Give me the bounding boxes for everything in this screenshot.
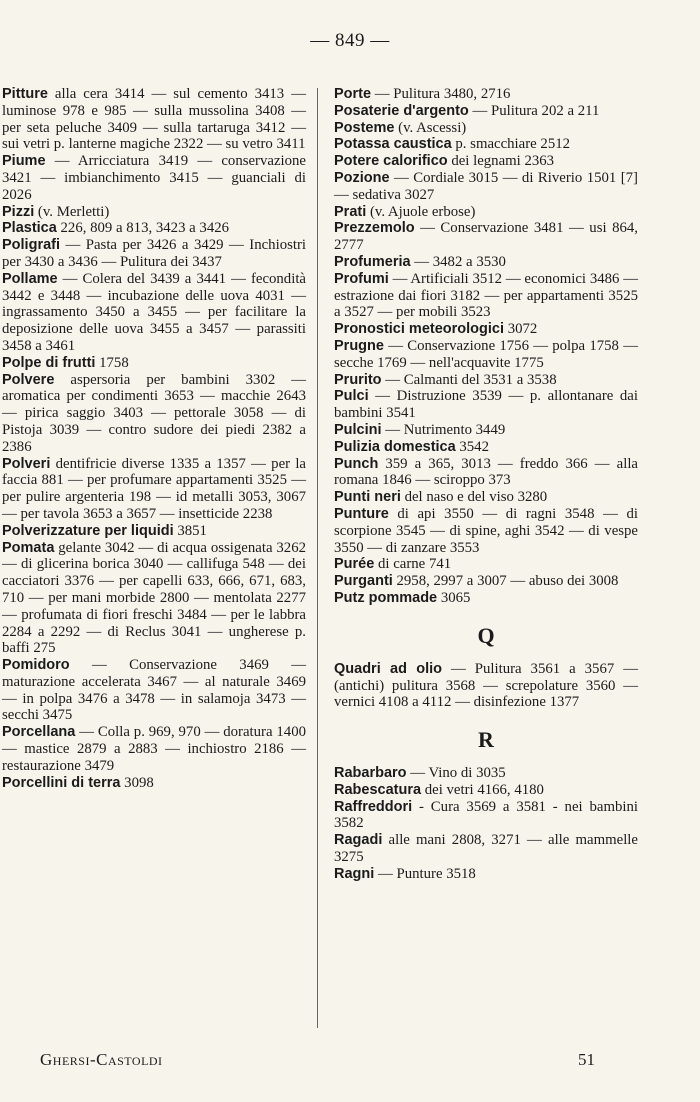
entry-references: alla cera 3414 — sul cemento 3413 — luminose 978 e 985 — sulla mussolina 3408 — per seta peluche 3409 — sulla tartaruga 3412 — sui vetri p. lanterne magiche 2322 — su vetro 3411 xyxy=(2,86,306,153)
index-entry xyxy=(334,799,638,833)
entry-headword: Pomata xyxy=(2,539,55,556)
page-header: — 849 — xyxy=(310,30,390,51)
index-entry xyxy=(2,153,306,203)
section-p-continued xyxy=(334,86,638,607)
entry-headword: Purganti xyxy=(334,573,393,590)
index-entry xyxy=(334,388,638,422)
index-entry xyxy=(334,120,638,137)
index-entry xyxy=(334,590,638,607)
entry-references: 2958, 2997 a 3007 — abuso dei 3008 xyxy=(392,573,619,590)
entry-references: dei vetri 4166, 4180 xyxy=(421,781,544,798)
index-entry xyxy=(2,237,306,271)
index-entry xyxy=(334,136,638,153)
entry-references: — Conservazione 3481 — usi 864, 2777 xyxy=(334,220,638,254)
section-q xyxy=(334,661,638,711)
index-entry xyxy=(2,220,306,237)
index-entry xyxy=(334,866,638,883)
entry-references: — Arricciatura 3419 — conservazione 3421 — imbianchimento 3415 — guanciali di 2026 xyxy=(2,153,306,203)
index-entry xyxy=(334,153,638,170)
entry-references: — Calmanti del 3531 a 3538 xyxy=(381,371,557,388)
index-entry xyxy=(334,456,638,490)
index-entry xyxy=(2,724,306,774)
entry-headword: Poligrafi xyxy=(2,237,61,254)
entry-references: (v. Ajuole erbose) xyxy=(366,203,476,220)
footer-author: Ghersi-Castoldi xyxy=(40,1050,163,1069)
entry-headword: Pulcini xyxy=(334,421,382,438)
entry-headword: Raffreddori xyxy=(334,798,413,815)
index-entry xyxy=(2,204,306,221)
index-entry xyxy=(334,321,638,338)
entry-references: 1758 xyxy=(95,354,129,371)
index-entry xyxy=(2,86,306,153)
index-entry xyxy=(334,506,638,556)
index-entry xyxy=(2,657,306,724)
entry-headword: Pollame xyxy=(2,270,58,287)
letter-heading-q: Q xyxy=(477,622,495,648)
entry-headword: Pulizia domestica xyxy=(334,438,456,455)
entry-references: 3542 xyxy=(455,438,489,455)
entry-references: — Punture 3518 xyxy=(374,865,476,882)
entry-references: 3072 xyxy=(504,321,538,338)
entry-references: 226, 809 a 813, 3423 a 3426 xyxy=(56,220,230,237)
entry-references: del naso e del viso 3280 xyxy=(400,489,548,506)
entry-references: di api 3550 — di ragni 3548 — di scorpione 3545 — di spine, aghi 3542 — di vespe 3550 — di zanzare 3553 xyxy=(334,505,638,556)
index-entry xyxy=(2,523,306,540)
index-entry xyxy=(334,220,638,254)
entry-references: 3851 xyxy=(173,522,207,539)
entry-references: — Conservazione 3469 — maturazione accelerata 3467 — al naturale 3469 — in polpa 3476 a 3478 — in salamoja 3473 — secchi 3475 xyxy=(2,657,306,724)
entry-headword: Rabarbaro xyxy=(334,765,407,782)
entry-references: aspersoria per bambini 3302 — aromatica per condimenti 3653 — macchie 2643 — pirica saggio 3403 — pettorale 3058 — di Pistoja 3039 — contro sudore dei piedi 2382 a 2386 xyxy=(2,371,306,455)
section-r xyxy=(334,765,638,883)
entry-headword: Punti neri xyxy=(334,489,401,506)
entry-references: (v. Ascessi) xyxy=(394,119,467,136)
entry-headword: Prezzemolo xyxy=(334,220,415,237)
index-entry xyxy=(2,271,306,355)
entry-headword: Posaterie d'argento xyxy=(334,102,469,119)
index-entry xyxy=(334,338,638,372)
entry-headword: Prurito xyxy=(334,371,382,388)
entry-headword: Polverizzature per liquidi xyxy=(2,522,174,539)
index-entry xyxy=(334,254,638,271)
index-entry xyxy=(334,765,638,782)
index-entry xyxy=(2,355,306,372)
right-column xyxy=(334,86,638,883)
index-entry xyxy=(334,439,638,456)
entry-headword: Prati xyxy=(334,203,367,220)
index-entry xyxy=(334,422,638,439)
entry-references: - Cura 3569 a 3581 - nei bambini 3582 xyxy=(334,798,638,832)
entry-references: alle mani 2808, 3271 — alle mammelle 3275 xyxy=(334,832,638,866)
index-entry xyxy=(334,372,638,389)
entry-references: dentifricie diverse 1335 a 1357 — per la faccia 881 — per profumare appartamenti 3525 — per pulire argenteria 198 — id metalli 3053, 3067 — per tavola 3653 a 3657 — insetticide 2238 xyxy=(2,455,306,522)
entry-headword: Posteme xyxy=(334,119,395,136)
entry-headword: Pulci xyxy=(334,388,369,405)
entry-references: — Pulitura 3561 a 3567 — (antichi) pulitura 3568 — screpolature 3560 — vernici 4108 a 4112 — disinfezione 1377 xyxy=(334,660,638,711)
entry-headword: Polveri xyxy=(2,455,51,472)
entry-references: — Pasta per 3426 a 3429 — Inchiostri per 3430 a 3436 — Pulitura dei 3437 xyxy=(2,237,306,270)
entry-references: di carne 741 xyxy=(374,556,452,573)
entry-references: (v. Merletti) xyxy=(34,203,110,220)
entry-headword: Putz pommade xyxy=(334,589,438,606)
index-entry xyxy=(334,86,638,103)
index-entry xyxy=(334,556,638,573)
entry-references: 359 a 365, 3013 — freddo 366 — alla romana 1846 — sciroppo 373 xyxy=(334,455,638,489)
index-entry xyxy=(334,661,638,711)
entry-headword: Quadri ad olio xyxy=(334,660,443,677)
entry-references: — Pulitura 202 a 211 xyxy=(468,102,600,119)
entry-headword: Polpe di frutti xyxy=(2,354,96,371)
entry-headword: Profumi xyxy=(334,270,389,287)
left-column xyxy=(2,86,306,791)
entry-headword: Pozione xyxy=(334,169,390,186)
index-entry xyxy=(334,832,638,866)
entry-headword: Pomidoro xyxy=(2,657,70,674)
entry-headword: Profumeria xyxy=(334,253,411,270)
index-entry xyxy=(334,170,638,204)
entry-references: 3065 xyxy=(437,589,471,606)
entry-references: — Nutrimento 3449 xyxy=(381,421,506,438)
entry-headword: Ragni xyxy=(334,865,375,882)
index-entry xyxy=(334,103,638,120)
entry-headword: Rabescatura xyxy=(334,781,422,798)
index-entry xyxy=(2,372,306,456)
index-entry xyxy=(2,456,306,523)
entry-references: gelante 3042 — di acqua ossigenata 3262 — di glicerina borica 3040 — callifuga 548 — dei cacciatori 3376 — per capelli 633, 666, 671, 683, 710 — per mani morbide 2800 — mentolata 2277 — profumata di fiori freschi 3484 — per le labbra 2284 a 2292 — di Reclus 3041 — ungherese p. baffi 275 xyxy=(2,539,306,657)
entry-headword: Pronostici meteorologici xyxy=(334,321,504,338)
entry-headword: Plastica xyxy=(2,220,57,237)
entry-headword: Prugne xyxy=(334,337,384,354)
index-entry xyxy=(2,775,306,792)
index-entry xyxy=(334,573,638,590)
entry-references: dei legnami 2363 xyxy=(447,153,555,170)
entry-references: — 3482 a 3530 xyxy=(410,253,506,270)
entry-headword: Purée xyxy=(334,556,375,573)
entry-references: — Pulitura 3480, 2716 xyxy=(371,86,511,102)
entry-references: — Colla p. 969, 970 — doratura 1400 — mastice 2879 a 2883 — inchiostro 2186 — restaurazione 3479 xyxy=(2,724,306,774)
entry-headword: Polvere xyxy=(2,371,55,388)
entry-headword: Porcellana xyxy=(2,724,76,741)
column-divider xyxy=(317,88,318,1028)
entry-references: — Artificiali 3512 — economici 3486 — estrazione dai fiori 3182 — per appartamenti 3525 a 3527 — per mobili 3523 xyxy=(334,270,638,321)
letter-heading-r: R xyxy=(478,727,494,753)
entry-references: — Colera del 3439 a 3441 — fecondità 3442 e 3448 — incubazione delle uova 4031 — ingrassamento 3450 a 3455 — per facilitare la deposizione delle uova 3455 a 3457 — parassiti 3458 a 3461 xyxy=(2,270,306,354)
entry-references: — Conservazione 1756 — polpa 1758 — secche 1769 — nell'acquavite 1775 xyxy=(334,337,638,371)
entry-headword: Porte xyxy=(334,86,372,102)
entry-references: — Cordiale 3015 — di Riverio 1501 [7] — sedativa 3027 xyxy=(334,169,638,203)
index-entry xyxy=(334,204,638,221)
entry-references: 3098 xyxy=(120,774,154,791)
entry-headword: Porcellini di terra xyxy=(2,774,121,791)
index-entry xyxy=(334,782,638,799)
entry-headword: Pizzi xyxy=(2,203,35,220)
index-entry xyxy=(334,271,638,321)
entry-references: — Vino di 3035 xyxy=(406,765,506,782)
entry-headword: Ragadi xyxy=(334,832,383,849)
entry-headword: Punture xyxy=(334,505,389,522)
footer-page-number: 51 xyxy=(578,1050,595,1069)
entry-headword: Potassa caustica xyxy=(334,136,452,153)
index-entry xyxy=(2,540,306,658)
entry-headword: Pitture xyxy=(2,86,48,102)
entry-references: p. smacchiare 2512 xyxy=(451,136,571,153)
entry-headword: Punch xyxy=(334,455,379,472)
index-entry xyxy=(334,489,638,506)
entry-references: — Distruzione 3539 — p. allontanare dai bambini 3541 xyxy=(334,388,638,422)
entry-headword: Piume xyxy=(2,153,46,170)
entry-headword: Potere calorifico xyxy=(334,153,448,170)
